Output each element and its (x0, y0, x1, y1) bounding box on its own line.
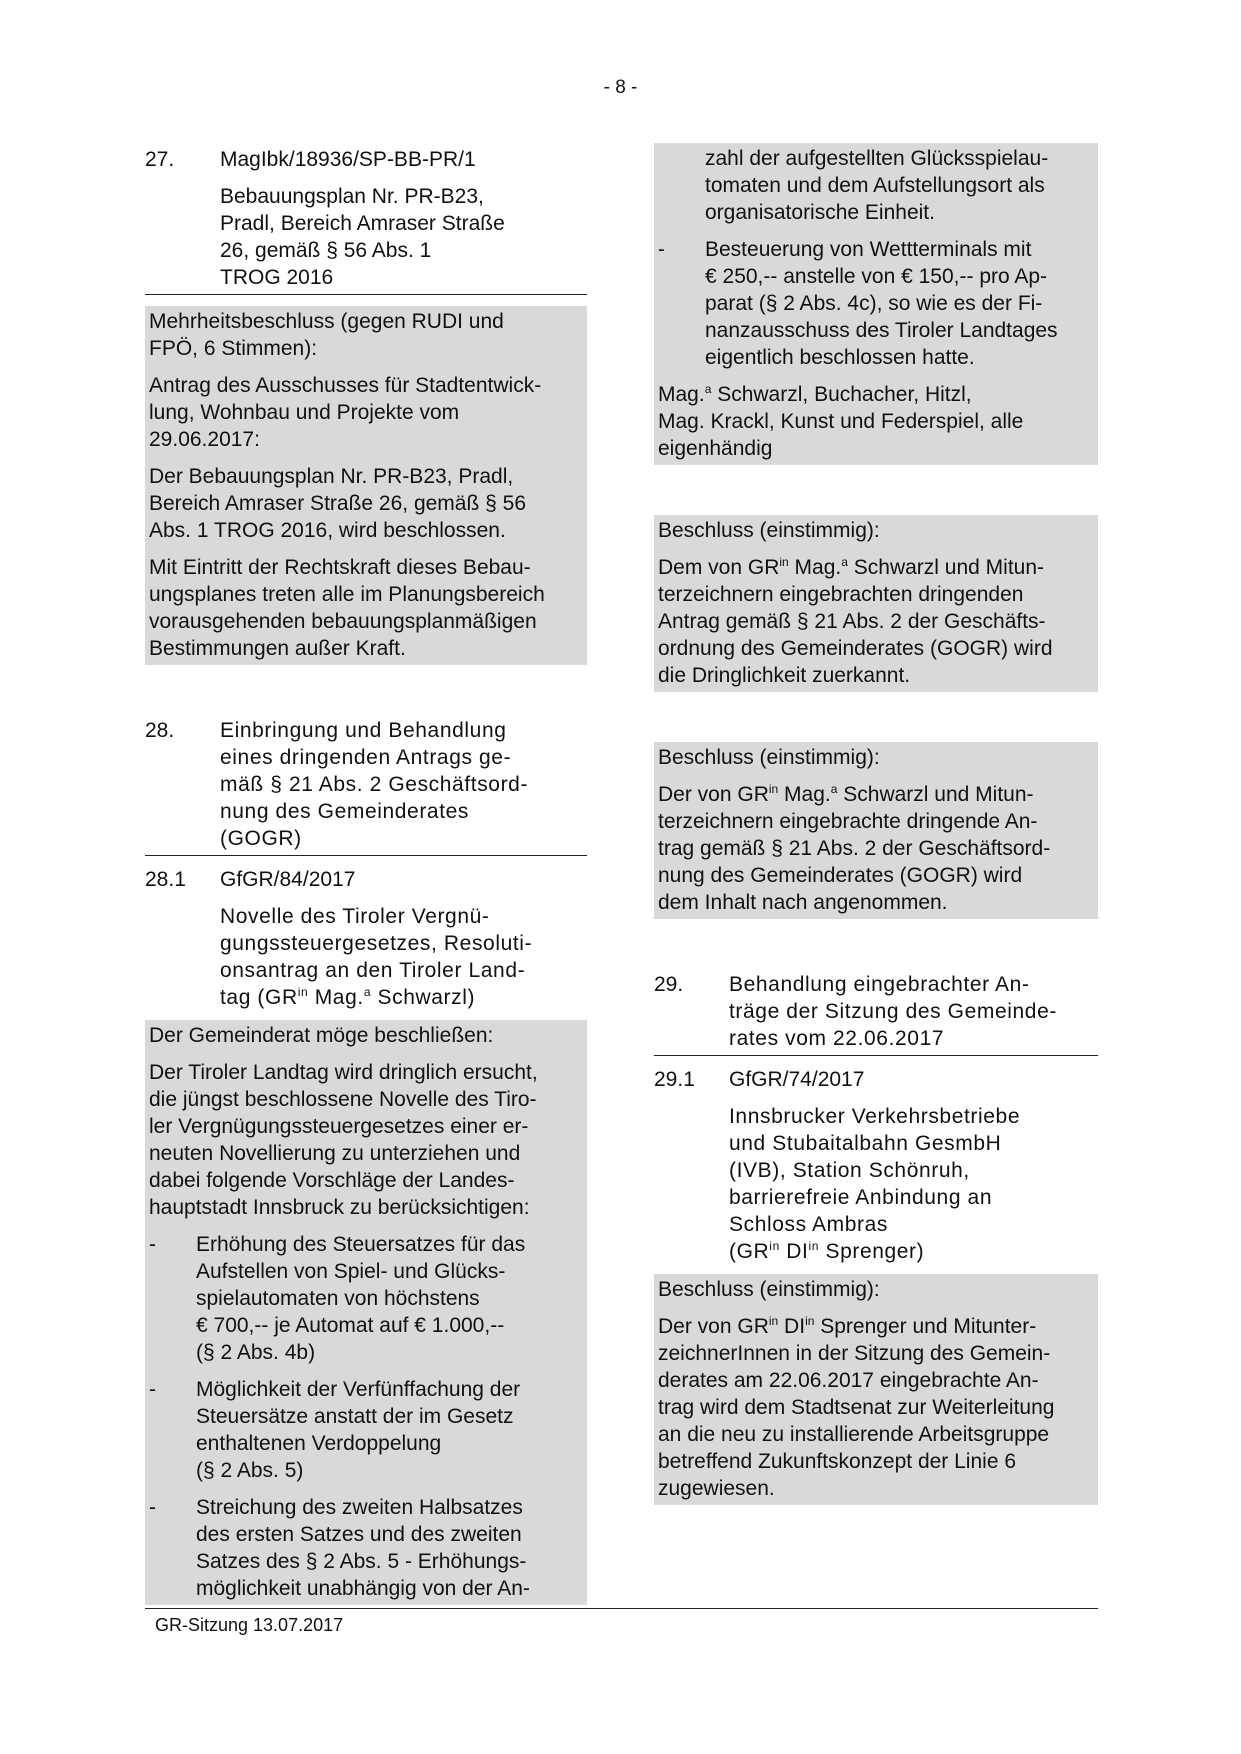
title-line: nung des Gemeinderates (220, 800, 470, 823)
item-29-1-header (654, 1066, 1098, 1093)
title-line: träge der Sitzung des Gemeinde- (729, 1000, 1057, 1023)
text-line: ungsplanes treten alle im Planungsbereich (149, 583, 545, 606)
item-code: GfGR/84/2017 (220, 868, 356, 891)
text-line: Streichung des zweiten Halbsatzes (196, 1496, 523, 1519)
title-line: Behandlung eingebrachter An- (729, 973, 1030, 996)
proposal-item (149, 1494, 583, 1602)
decision-heading: Beschluss (einstimmig): (658, 519, 880, 542)
page-number: - 8 - (603, 77, 638, 98)
text-line: vorausgehenden bebauungsplanmäßigen (149, 610, 537, 633)
text-line: Abs. 1 TROG 2016, wird beschlossen. (149, 519, 506, 542)
title-line: Schloss Ambras (729, 1213, 888, 1236)
text-line: Der von $GR^{in}$ Mag.$^a$ Schwarzl und Mitun- (658, 782, 1034, 806)
text-line: Bestimmungen außer Kraft. (149, 637, 406, 660)
text-line: eigentlich beschlossen hatte. (705, 346, 975, 369)
item-code: GfGR/74/2017 (729, 1068, 865, 1091)
text-line: terzeichnern eingebrachten dringenden (658, 583, 1024, 606)
text-line: (§ 2 Abs. 5) (196, 1459, 304, 1482)
legal-effect-text (149, 554, 583, 662)
decision-text (658, 1313, 1094, 1502)
title-line: TROG 2016 (220, 266, 334, 289)
text-line: 29.06.2017: (149, 428, 260, 451)
item-28-1-motion-box (145, 1020, 587, 1605)
text-line: Satzes des § 2 Abs. 5 - Erhöhungs- (196, 1550, 527, 1573)
title-line: gungssteuergesetzes, Resoluti- (220, 932, 533, 955)
title-line: Einbringung und Behandlung (220, 719, 507, 742)
bullet-dash: - (149, 1233, 156, 1256)
proposal-list (149, 1231, 583, 1602)
item-number: 28.1 (145, 868, 186, 891)
title-line: Innsbrucker Verkehrsbetriebe (729, 1105, 1021, 1128)
text-line: Mag. Krackl, Kunst und Federspiel, alle (658, 410, 1024, 433)
text-line: Der von $GR^{in}$ $DI^{in}$ Sprenger und Mitunter- (658, 1314, 1037, 1338)
decision-box-content (654, 742, 1098, 919)
text-line: Der Bebauungsplan Nr. PR-B23, Pradl, (149, 465, 514, 488)
title-line: Bebauungsplan Nr. PR-B23, (220, 185, 484, 208)
text-line: neuten Novellierung zu unterziehen und (149, 1142, 521, 1165)
text-line: Antrag des Ausschusses für Stadtentwick- (149, 374, 542, 397)
text-line: Antrag gemäß § 21 Abs. 2 der Geschäfts- (658, 610, 1046, 633)
decision-text (658, 781, 1094, 916)
text-line: Dem von $GR^{in}$ Mag.$^a$ Schwarzl und Mitun- (658, 555, 1045, 579)
item-28-1-header (145, 866, 587, 893)
title-line: und Stubaitalbahn GesmbH (729, 1132, 1002, 1155)
title-line: rates vom 22.06.2017 (729, 1027, 945, 1050)
item-28-1-title (145, 903, 587, 1011)
proposal-item (149, 1376, 583, 1484)
text-line: Mit Eintritt der Rechtskraft dieses Bebau- (149, 556, 531, 579)
title-line: ($GR^{in}$ $DI^{in}$ Sprenger) (729, 1239, 925, 1263)
text-line: enthaltenen Verdoppelung (196, 1432, 442, 1455)
title-line: mäß § 21 Abs. 2 Geschäftsord- (220, 773, 529, 796)
text-line: Möglichkeit der Verfünffachung der (196, 1378, 521, 1401)
proposal-item (149, 1231, 583, 1366)
bullet-dash: - (149, 1496, 156, 1519)
item-29-1-title (654, 1103, 1098, 1265)
right-column (654, 143, 1098, 1505)
text-line: zeichnerInnen in der Sitzung des Gemein- (658, 1342, 1051, 1365)
text-line: ordnung des Gemeinderates (GOGR) wird (658, 637, 1053, 660)
text-line: parat (§ 2 Abs. 4c), so wie es der Fi- (705, 292, 1043, 315)
text-line: zugewiesen. (658, 1477, 775, 1500)
text-line: terzeichnern eingebrachte dringende An- (658, 810, 1038, 833)
text-line: möglichkeit unabhängig von der An- (196, 1577, 530, 1600)
text-line: an die neu zu installierende Arbeitsgruppe (658, 1423, 1050, 1446)
title-line: Pradl, Bereich Amraser Straße (220, 212, 505, 235)
text-line: Mag.$^a$ Schwarzl, Buchacher, Hitzl, (658, 382, 972, 406)
motion-intro (149, 1059, 583, 1221)
bullet-dash: - (658, 238, 665, 261)
item-code: MagIbk/18936/SP-BB-PR/1 (220, 148, 476, 171)
text-line: nanzausschuss des Tiroler Landtages (705, 319, 1058, 342)
text-line: € 250,-- anstelle von € 150,-- pro Ap- (705, 265, 1048, 288)
text-line: ler Vergnügungssteuergesetzes einer er- (149, 1115, 529, 1138)
proposal-item (658, 236, 1094, 371)
title-line: eines dringenden Antrags ge- (220, 746, 512, 769)
text-line: zahl der aufgestellten Glücksspielau- (705, 147, 1049, 170)
text-line: des ersten Satzes und des zweiten (196, 1523, 522, 1546)
item-27-resolution-box (145, 306, 587, 665)
title-line: onsantrag an den Tiroler Land- (220, 959, 526, 982)
text-line: die Dringlichkeit zuerkannt. (658, 664, 911, 687)
text-line: € 700,-- je Automat auf € 1.000,-- (196, 1314, 505, 1337)
text-line: Mehrheitsbeschluss (gegen RUDI und (149, 310, 504, 333)
text-line: dem Inhalt nach angenommen. (658, 891, 948, 914)
item-29-header (654, 971, 1098, 1056)
text-line: lung, Wohnbau und Projekte vom (149, 401, 460, 424)
resolution-text (149, 463, 583, 544)
title-line: tag ($GR^{in}$ Mag.$^a$ Schwarzl) (220, 985, 476, 1009)
text-line: nung des Gemeinderates (GOGR) wird (658, 864, 1023, 887)
text-line: (§ 2 Abs. 4b) (196, 1341, 316, 1364)
decision-heading: Beschluss (einstimmig): (658, 1278, 880, 1301)
title-line: barrierefreie Anbindung an (729, 1186, 993, 1209)
bullet-dash: - (149, 1378, 156, 1401)
text-line: hauptstadt Innsbruck zu berücksichtigen: (149, 1196, 530, 1219)
footer-session-date: GR-Sitzung 13.07.2017 (155, 1615, 344, 1635)
text-line: Steuersätze anstatt der im Gesetz (196, 1405, 514, 1428)
text-line: Bereich Amraser Straße 26, gemäß § 56 (149, 492, 527, 515)
text-line: Aufstellen von Spiel- und Glücks- (196, 1260, 506, 1283)
text-line: Der Tiroler Landtag wird dringlich ersucht, (149, 1061, 538, 1084)
text-line: tomaten und dem Aufstellungsort als (705, 174, 1045, 197)
signers (658, 381, 1094, 462)
text-line: die jüngst beschlossene Novelle des Tiro- (149, 1088, 537, 1111)
item-28-header (145, 717, 587, 856)
text-line: dabei folgende Vorschläge der Landes- (149, 1169, 515, 1192)
text-line: betreffend Zukunftskonzept der Linie 6 (658, 1450, 1017, 1473)
text-line: trag wird dem Stadtsenat zur Weiterleitung (658, 1396, 1055, 1419)
text-line: spielautomaten von höchstens (196, 1287, 480, 1310)
proposal-continuation-box (654, 143, 1098, 465)
text-line: Besteuerung von Wettterminals mit (705, 238, 1032, 261)
title-line: 26, gemäß § 56 Abs. 1 (220, 239, 432, 262)
text-line: eigenhändig (658, 437, 773, 460)
left-column (145, 146, 587, 1605)
item-number: 29. (654, 973, 684, 996)
item-27-header (145, 146, 587, 173)
motion-heading: Der Gemeinderat möge beschließen: (149, 1024, 494, 1047)
text-line: trag gemäß § 21 Abs. 2 der Geschäftsord- (658, 837, 1051, 860)
title-line: Novelle des Tiroler Vergnü- (220, 905, 490, 928)
decision-heading: Beschluss (einstimmig): (658, 746, 880, 769)
decision-text (658, 554, 1094, 689)
title-line: (GOGR) (220, 827, 302, 850)
text-line: derates am 22.06.2017 eingebrachte An- (658, 1369, 1039, 1392)
text-line: FPÖ, 6 Stimmen): (149, 337, 318, 360)
decision-box-29-1 (654, 1274, 1098, 1505)
decision-box-urgency (654, 515, 1098, 692)
item-number: 28. (145, 719, 175, 742)
proposal-item-continued (658, 145, 1094, 226)
item-27-title (145, 183, 587, 295)
decision-type (149, 308, 583, 362)
text-line: Erhöhung des Steuersatzes für das (196, 1233, 526, 1256)
footer-divider (145, 1608, 1098, 1609)
title-line: (IVB), Station Schönruh, (729, 1159, 970, 1182)
item-number: 29.1 (654, 1068, 695, 1091)
motion-source (149, 372, 583, 453)
text-line: organisatorische Einheit. (705, 201, 935, 224)
item-number: 27. (145, 148, 175, 171)
